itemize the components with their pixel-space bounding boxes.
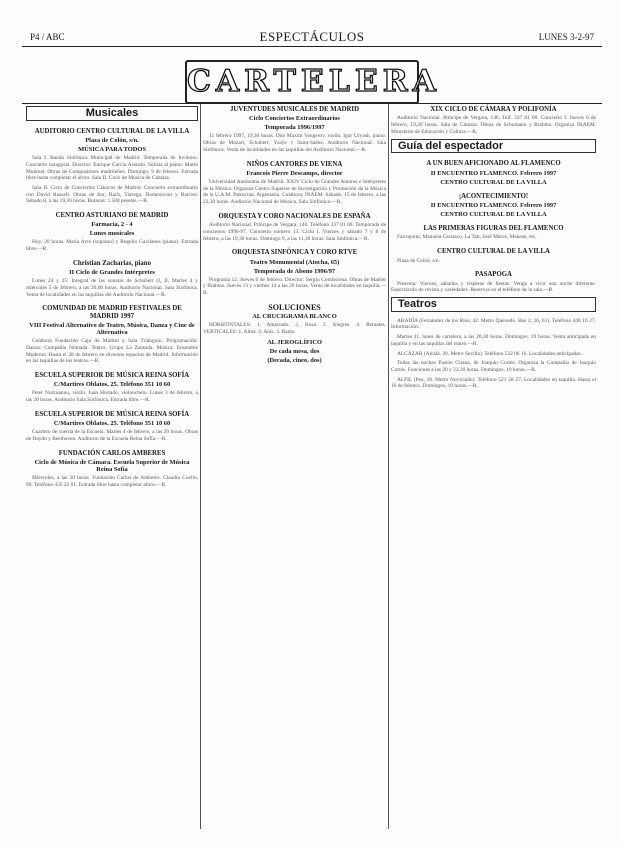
listing-subheading: II Ciclo de Grandes Intérpretes: [69, 269, 155, 277]
header-rule: [22, 46, 602, 47]
listing-text: Miércoles, a las 20 horas. Fundación Carlos de Amberes. Claudio Coello, 99. Teléfono 435 22 01. Entrada libre hasta completar aforo.—R.: [26, 475, 198, 488]
listing-text: Auditorio Nacional. Príncipe de Vergara, 146. Telf. 337 01 00. Concierto I. Jueves 6 de febrero, 19,30 horas. Sala de Cámara. Obras de Schumann y Brahms. Organiza INAEM. Ministerio de Educación y Cultura.—R.: [391, 115, 596, 135]
listing-heading: COMUNIDAD DE MADRID FESTIVALES DE MADRID 1997: [42, 305, 182, 320]
listing-text: ABADÍA (Fernández de los Ríos, 42. Metro Quevedo. Bus 2, 16, 61). Teléfono 448 16 27. Información.: [391, 317, 596, 331]
page-date: LUNES 3-2-97: [538, 32, 594, 42]
listing-subheading: Temporada 1996/1997: [264, 124, 325, 132]
listing-text: Plaza de Colón, s/n.: [397, 257, 440, 264]
listing-text: ALFIL (Pez, 10. Metro Noviciado). Teléfono 521 58 27. Localidades en taquilla. Hasta el 16 de febrero. Domingos, 19 horas.—R.: [391, 376, 596, 390]
hieroglyph-heading: AL JEROGLÍFICO: [267, 338, 322, 346]
section-box-musicales: Musicales: [26, 106, 198, 121]
listing-text: Auditorio Nacional. Príncipe de Vergara, 146. Teléfono 337 01 00. Temporada de conciertos 1996-97. Concierto número 13. Ciclo I. Viernes y sábado 7 y 8 de febrero, a las 19,30 horas. Domingo 9, a las 11,30 horas. Sala Sinfónica.—R.: [203, 222, 386, 242]
page-number: P4 / ABC: [30, 32, 65, 42]
listing-text: Sala II. Ciclo de Conciertos Clásicos de Madrid. Concierto extraordinario con David Russell. Obras de Sor, Bach, Tárrega, Domeniconi y Barrios. Sábado 8, a las 19,30 horas. Butacas: 1.500 pesetas.—R.: [26, 184, 198, 205]
banner-rule: [22, 103, 602, 104]
listing-heading: ESCUELA SUPERIOR DE MÚSICA REINA SOFÍA: [34, 410, 190, 418]
column-divider: [388, 104, 389, 829]
listing-subheading: C/Martires Oblatos, 25. Teléfono 351 10 60: [53, 381, 171, 389]
listing-heading: CENTRO CULTURAL DE LA VILLA: [437, 248, 550, 256]
listing-subheading: Plaza de Colón, s/n.: [85, 137, 139, 145]
listing-subheading: CENTRO CULTURAL DE LA VILLA: [440, 211, 547, 219]
page-header: [22, 30, 602, 44]
section-title: ESPECTÁCULOS: [259, 29, 365, 44]
listing-subheading: Ciclo Conciertos Extraordinarios: [249, 115, 340, 123]
column-right: [391, 106, 596, 393]
listing-subheading: MÚSICA PARA TODOS: [78, 146, 146, 154]
listing-text: Programa 12. Jueves 6 de febrero. Director: Sergiu Comissiona. Obras de Mahler y Brahms. Jueves 13 y viernes 14 a las 20 horas. Venta de localidades en taquilla.—R.: [203, 276, 386, 297]
listing-text: Todas las noches Pasión Gitana, de Joaquín Cortés. Organiza la Compañía de Joaquín Cortés. Funciones a las 20 y 22,30 horas. Domingos, 19 horas.—R.: [391, 360, 596, 373]
listing-text: Farruquito, Manuela Carrasco, La Tati, José Mercé, Menese, etc.: [397, 234, 537, 241]
listing-subheading: Ciclo de Música de Cámara. Escuela Superior de Música Reina Sofía: [34, 459, 190, 474]
listing-text: ALCÁZAR (Alcalá, 20. Metro Sevilla). Teléfono 532 06 16. Localidades anticipadas.: [397, 350, 583, 357]
listing-heading: A UN BUEN AFICIONADO AL FLAMENCO: [426, 160, 561, 168]
listing-text: Hoy, 20 horas. María Arce (soprano) y Rogelio Gavilanes (piano). Entrada libre.—R.: [26, 239, 198, 253]
listing-subheading: C/Martires Oblatos, 25. Teléfono 351 10 60: [53, 420, 171, 428]
listing-subheading: II ENCUENTRO FLAMENCO. Febrero 1997: [430, 169, 557, 177]
listing-subheading: Teatro Monumental (Atocha, 65): [249, 258, 340, 266]
listing-heading: ORQUESTA Y CORO NACIONALES DE ESPAÑA: [218, 212, 371, 220]
listing-heading: LAS PRIMERAS FIGURAS DEL FLAMENCO: [423, 225, 564, 233]
cartelera-banner: CARTELERA: [185, 60, 419, 104]
listing-heading: XIX CICLO DE CÁMARA Y POLIFONÍA: [430, 106, 557, 113]
listing-subheading: Temporada de Abono 1996/97: [253, 267, 336, 275]
section-box-guia: Guía del espectador: [391, 139, 596, 154]
listing-subheading: VIII Festival Alternativo de Teatro, Música, Danza y Cine de Alternativa: [29, 322, 195, 337]
listing-heading: ESCUELA SUPERIOR DE MÚSICA REINA SOFÍA: [34, 371, 190, 379]
listing-heading: PASAPOGA: [475, 271, 512, 279]
listing-heading: Christian Zacharias, piano: [73, 259, 151, 267]
listing-text: Sala I. Banda Sinfónica Municipal de Madrid. Temporada de Invierno. Concierto inaugural. Director: Enrique García Asensio. Solista al piano: Mario Monreal. Obras de Compositores madrileños. Domingo, 9 de febrero. Entrada libre hasta completar el aforo. Sala II. Ciclo de Música de Cámara.: [26, 155, 198, 182]
listing-heading: FUNDACIÓN CARLOS AMBERES: [58, 449, 166, 457]
column-center: [203, 106, 386, 366]
listing-heading: NIÑOS CANTORES DE VIENA: [246, 160, 343, 168]
crossword-solution: HORIZONTALES: 1. Amarrado. 2. Rosa. 3. Alegres. 4. Remates. VERTICALES: 1. Alma. 2. Anís. 3. Ramo.: [203, 322, 386, 335]
column-divider: [200, 104, 201, 829]
hieroglyph-note: (Decada, cineo, dos): [267, 356, 322, 364]
listing-text: Colabora Fundación Caja de Madrid y Sala Triángulo. Programación: Danza: Compañía Nómada. Teatro: Grupo La Zaranda. Música: Ensemble Moderno. Hasta el 28 de febrero en diversos espacios de Madrid. Información en las taquillas de los teatros.—R.: [26, 338, 198, 365]
listing-heading: AUDITORIO CENTRO CULTURAL DE LA VILLA: [34, 127, 190, 135]
column-musicales: [26, 106, 198, 491]
listing-subheading: II ENCUENTRO FLAMENCO. Febrero 1997: [430, 202, 557, 210]
solutions-heading: SOLUCIONES: [268, 302, 321, 312]
listing-subheading: Francois Pierre Descamps, director: [246, 169, 343, 177]
listing-subheading: Lunes musicales: [89, 230, 135, 238]
crossword-heading: AL CRUCIGRAMA BLANCO: [252, 313, 337, 321]
listing-text: Martes 11, lunes de cartelera, a las 20,30 horas. Domingos, 19 horas. Venta anticipada en taquilla y en las taquillas del teatro.—R.: [391, 334, 596, 347]
listing-text: Presenta: Viernes, sábados y vísperas de fiestas. Venga a vivir una noche diferente. Espectáculo de revista y variedades. Reservas en el teléfono de la sala.—R.: [391, 280, 596, 294]
listing-subheading: Farmacia, 2 - 4: [91, 221, 133, 229]
listing-heading: CENTRO ASTURIANO DE MADRID: [55, 212, 169, 220]
section-box-teatros: Teatros: [391, 297, 596, 312]
listing-text: 11 febrero 1997, 19,30 horas. Dúo Maxim Vengerov, violín. Igor Uryash, piano. Obras de Mozart, Schubert, Ysaÿe y Saint-Saëns. Auditorio Nacional. Sala Sinfónica. Venta de localidades en las taquillas del Auditorio Nacional.—R.: [203, 133, 386, 153]
listing-subheading: CENTRO CULTURAL DE LA VILLA: [440, 178, 547, 186]
listing-heading: JUVENTUDES MUSICALES DE MADRID: [230, 106, 359, 113]
listing-text: Cuarteto de cuerda de la Escuela. Martes 4 de febrero, a las 20 horas. Obras de Haydn y Beethoven. Auditorio de la Escuela Reina Sofía.—R.: [26, 429, 198, 442]
listing-text: Universidad Autónoma de Madrid. XXIV Ciclo de Grandes Autores e Intérpretes de la Música. Organiza Centro Superior de Investigación y Promoción de la Música de la U.A.M. Patrocina: Argentaria. Colabora: INAEM. Sábado, 15 de febrero, a las 22,30 horas. Auditorio Nacional de Música. Sala Sinfónica.—R.: [203, 178, 386, 206]
listing-text: Peter Nurzuanuu, violín. Juan Hurtado, violonchelo. Lunes 3 de febrero, a las 20 horas. Auditorio Sala Sinfónica. Entrada libre.—R.: [26, 390, 198, 404]
listing-heading: ORQUESTA SINFÓNICA Y CORO RTVE: [231, 249, 358, 257]
hieroglyph-answer: De cada mesa, dos: [269, 347, 320, 355]
listing-text: Lunes 24 y 25: Integral de las sonatas de Schubert (I, II, Martes 4 y miércoles 5 de febrero, a las 20,00 horas. Auditorio Nacional. Sala Sinfónica. Venta de localidades en las taquillas del Auditorio Nacional.—R.: [26, 278, 198, 298]
listing-heading: ¡ACONTECIMIENTO!: [458, 192, 529, 200]
